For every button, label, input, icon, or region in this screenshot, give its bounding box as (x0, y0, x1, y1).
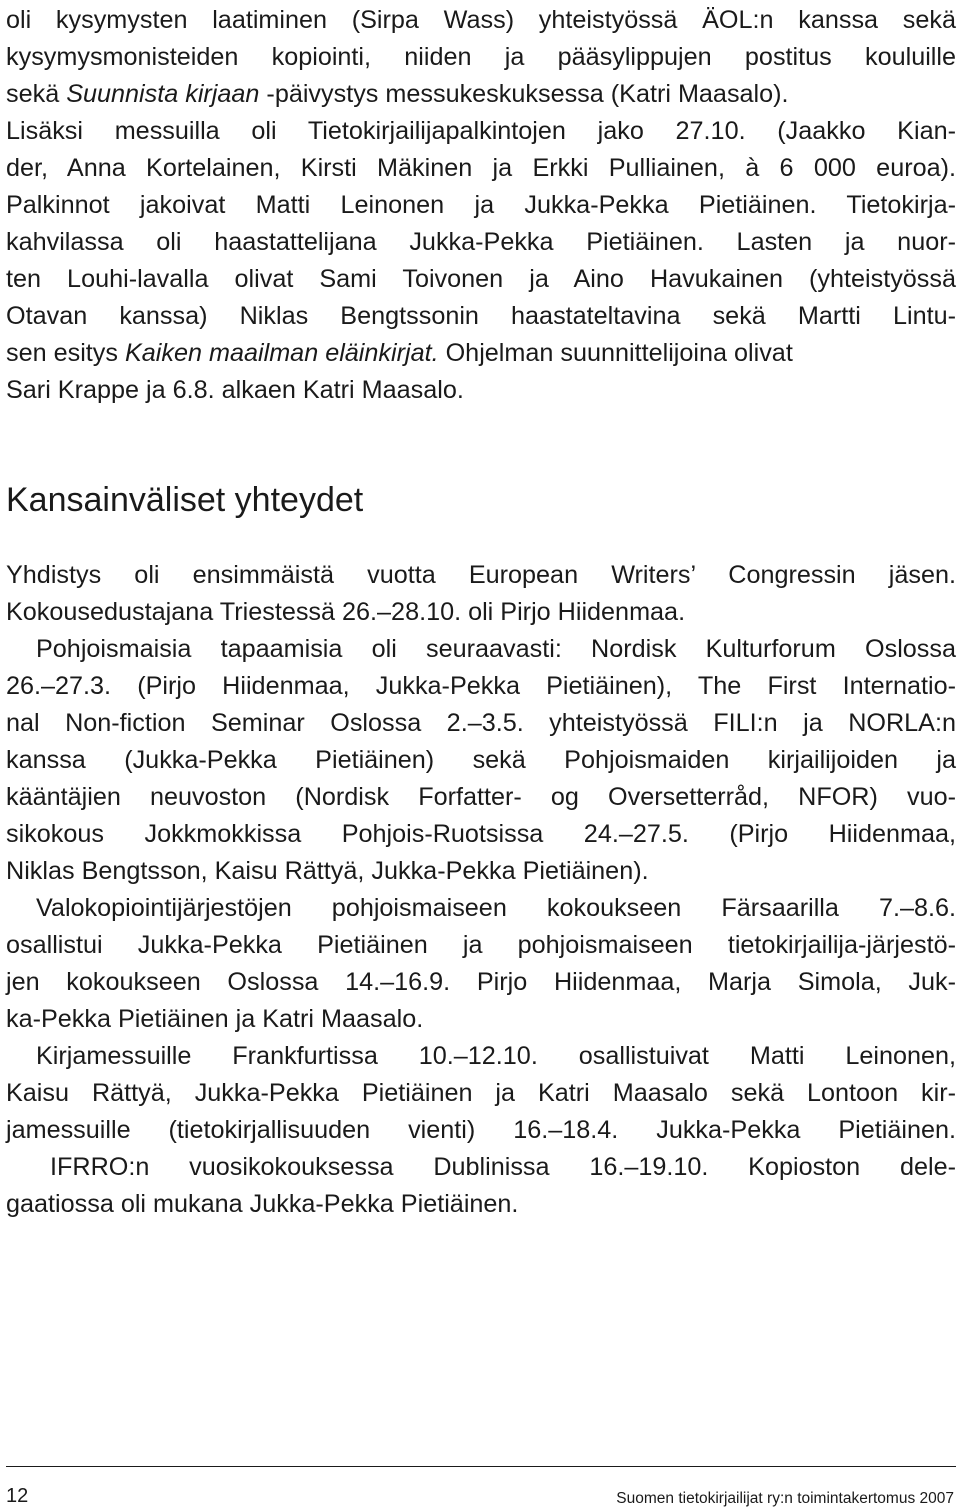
body-line: Kokousedustajana Triestessä 26.–28.10. oli Pirjo Hiidenmaa. (6, 598, 686, 626)
body-line: ka-Pekka Pietiäinen ja Katri Maasalo. (6, 1005, 424, 1033)
body-line: 26.–27.3. (Pirjo Hiidenmaa, Jukka-Pekka Pietiäinen), The First Internatio- (6, 672, 956, 700)
body-line: osallistui Jukka-Pekka Pietiäinen ja pohjoismaiseen tietokirjailija-järjestö- (6, 931, 956, 959)
body-line: nal Non-fiction Seminar Oslossa 2.–3.5. yhteistyössä FILI:n ja NORLA:n (6, 709, 956, 737)
body-line (6, 335, 956, 371)
body-line: jamessuille (tietokirjallisuuden vienti) 16.–18.4. Jukka-Pekka Pietiäinen. (6, 1116, 956, 1144)
body-line: Valokopiointijärjestöjen pohjoismaiseen kokoukseen Färsaarilla 7.–8.6. (36, 894, 956, 922)
footer-publication-title: Suomen tietokirjailijat ry:n toimintakertomus 2007 (616, 1490, 954, 1507)
body-line: kahvilassa oli haastattelijana Jukka-Pekka Pietiäinen. Lasten ja nuor- (6, 228, 956, 256)
italic-title: Suunnista kirjaan (66, 80, 260, 108)
body-line: Sari Krappe ja 6.8. alkaen Katri Maasalo. (6, 376, 464, 404)
body-line: kääntäjien neuvoston (Nordisk Forfatter- og Oversetterråd, NFOR) vuo- (6, 783, 956, 811)
text-run: -päivystys messukeskuksessa (Katri Maasalo). (259, 80, 789, 108)
body-line: sikokous Jokkmokkissa Pohjois-Ruotsissa 24.–27.5. (Pirjo Hiidenmaa, (6, 820, 956, 848)
text-run: sen esitys (6, 339, 125, 367)
footer-rule (6, 1466, 956, 1467)
body-line: gaatiossa oli mukana Jukka-Pekka Pietiäinen. (6, 1190, 519, 1218)
body-line: kysymysmonisteiden kopiointi, niiden ja pääsylippujen postitus kouluille (6, 43, 956, 71)
body-line: Lisäksi messuilla oli Tietokirjailijapalkintojen jako 27.10. (Jaakko Kian- (6, 117, 956, 145)
body-line: der, Anna Kortelainen, Kirsti Mäkinen ja Erkki Pulliainen, à 6 000 euroa). (6, 154, 956, 182)
body-line: Kaisu Rättyä, Jukka-Pekka Pietiäinen ja Katri Maasalo sekä Lontoon kir- (6, 1079, 956, 1107)
body-line: kanssa (Jukka-Pekka Pietiäinen) sekä Pohjoismaiden kirjailijoiden ja (6, 746, 956, 774)
body-line (6, 76, 956, 112)
text-run: sekä (6, 80, 67, 108)
body-line: jen kokoukseen Oslossa 14.–16.9. Pirjo Hiidenmaa, Marja Simola, Juk- (6, 968, 956, 996)
body-line: Otavan kanssa) Niklas Bengtssonin haastateltavina sekä Martti Lintu- (6, 302, 956, 330)
body-line: Yhdistys oli ensimmäistä vuotta European Writers’ Congressin jäsen. (6, 561, 956, 589)
body-line: Pohjoismaisia tapaamisia oli seuraavasti: Nordisk Kulturforum Oslossa (36, 635, 956, 663)
body-line: Niklas Bengtsson, Kaisu Rättyä, Jukka-Pekka Pietiäinen). (6, 857, 649, 885)
text-run: Ohjelman suunnittelijoina olivat (438, 339, 793, 367)
italic-title: Kaiken maailman eläinkirjat. (125, 339, 439, 367)
page-number: 12 (6, 1485, 29, 1507)
body-line: Kirjamessuille Frankfurtissa 10.–12.10. osallistuivat Matti Leinonen, (36, 1042, 956, 1070)
body-line: oli kysymysten laatiminen (Sirpa Wass) yhteistyössä ÄOL:n kanssa sekä (6, 6, 956, 34)
body-line: ten Louhi-lavalla olivat Sami Toivonen ja Aino Havukainen (yhteistyössä (6, 265, 956, 293)
body-line: IFRRO:n vuosikokouksessa Dublinissa 16.–19.10. Kopioston dele- (50, 1153, 956, 1181)
section-heading: Kansainväliset yhteydet (6, 481, 364, 519)
body-line: Palkinnot jakoivat Matti Leinonen ja Jukka-Pekka Pietiäinen. Tietokirja- (6, 191, 956, 219)
